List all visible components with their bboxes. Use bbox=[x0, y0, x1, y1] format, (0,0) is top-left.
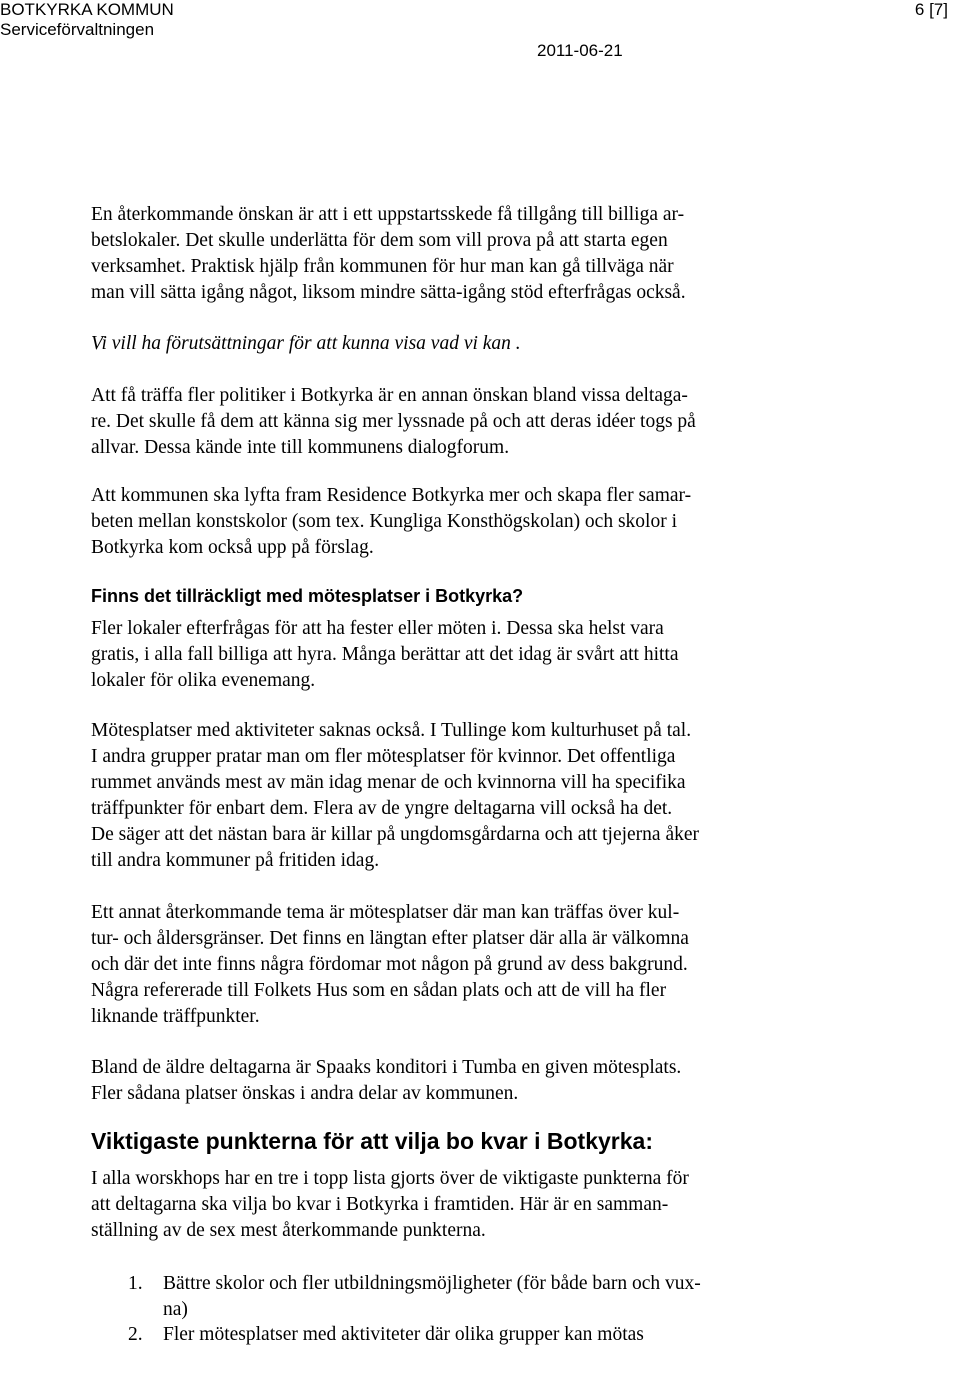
text-line: tur- och åldersgränser. Det finns en längtan efter platser där alla är välkomna bbox=[91, 928, 689, 949]
text-line: na) bbox=[163, 1299, 188, 1320]
text-line: lokaler för olika evenemang. bbox=[91, 670, 316, 691]
text-line: Bland de äldre deltagarna är Spaaks konditori i Tumba en given mötesplats. bbox=[91, 1057, 682, 1078]
list-item-text bbox=[163, 1271, 701, 1323]
text-line: träffpunkter för enbart dem. Flera av de yngre deltagarna vill också ha det. bbox=[91, 798, 673, 819]
text-line: ställning av de sex mest återkommande punkterna. bbox=[91, 1220, 486, 1241]
paragraph-6 bbox=[91, 900, 851, 1030]
text-line: Några refererade till Folkets Hus som en sådan plats och att de vill ha fler bbox=[91, 980, 667, 1001]
list-item bbox=[0, 1271, 960, 1323]
organization-name: BOTKYRKA KOMMUN bbox=[0, 0, 174, 19]
document-date: 2011-06-21 bbox=[537, 41, 623, 60]
text-line: Fler lokaler efterfrågas för att ha fester eller möten i. Dessa ska helst vara bbox=[91, 618, 664, 639]
text-line: Att få träffa fler politiker i Botkyrka är en annan önskan bland vissa deltaga- bbox=[91, 385, 688, 406]
paragraph-7 bbox=[91, 1055, 851, 1107]
text-line: re. Det skulle få dem att känna sig mer lyssnade på och att deras idéer togs på bbox=[91, 411, 696, 432]
text-line: Fler sådana platser önskas i andra delar av kommunen. bbox=[91, 1083, 519, 1104]
text-line: Botkyrka kom också upp på förslag. bbox=[91, 537, 374, 558]
list-item-number: 1. bbox=[128, 1273, 143, 1294]
text-line: De säger att det nästan bara är killar på ungdomsgårdarna och att tjejerna åker bbox=[91, 824, 700, 845]
text-line: allvar. Dessa kände inte till kommunens dialogforum. bbox=[91, 437, 510, 458]
text-line: I andra grupper pratar man om fler mötesplatser för kvinnor. Det offentliga bbox=[91, 746, 676, 767]
quote-paragraph bbox=[91, 331, 851, 357]
text-line: liknande träffpunkter. bbox=[91, 1006, 260, 1027]
page-number: 6 [7] bbox=[914, 0, 948, 19]
list-item-text bbox=[163, 1322, 644, 1348]
text-line: rummet används mest av män idag menar de och kvinnorna vill ha specifika bbox=[91, 772, 686, 793]
text-line: man vill sätta igång något, liksom mindre sätta-igång stöd efterfrågas också. bbox=[91, 282, 686, 303]
text-line: Vi vill ha förutsättningar för att kunna visa vad vi kan . bbox=[91, 333, 521, 354]
section-heading-meeting-places: Finns det tillräckligt med mötesplatser i Botkyrka? bbox=[91, 586, 524, 606]
paragraph-4 bbox=[91, 616, 851, 694]
paragraph-2 bbox=[91, 383, 851, 461]
text-line: Fler mötesplatser med aktiviteter där olika grupper kan mötas bbox=[163, 1324, 644, 1345]
paragraph-5 bbox=[91, 718, 851, 874]
list-item-number: 2. bbox=[128, 1324, 143, 1345]
text-line: Mötesplatser med aktiviteter saknas också. I Tullinge kom kulturhuset på tal. bbox=[91, 720, 692, 741]
paragraph-8 bbox=[91, 1166, 851, 1244]
text-line: I alla worskhops har en tre i topp lista gjorts över de viktigaste punkterna för bbox=[91, 1168, 689, 1189]
text-line: gratis, i alla fall billiga att hyra. Många berättar att det idag är svårt att hitta bbox=[91, 644, 679, 665]
text-line: betslokaler. Det skulle underlätta för dem som vill prova på att starta egen bbox=[91, 230, 668, 251]
text-line: Ett annat återkommande tema är mötesplatser där man kan träffas över kul- bbox=[91, 902, 680, 923]
text-line: och där det inte finns några fördomar mot någon på grund av dess bakgrund. bbox=[91, 954, 688, 975]
text-line: att deltagarna ska vilja bo kvar i Botkyrka i framtiden. Här är en samman- bbox=[91, 1194, 669, 1215]
department-name: Serviceförvaltningen bbox=[0, 20, 155, 39]
text-line: verksamhet. Praktisk hjälp från kommunen för hur man kan gå tillväga när bbox=[91, 256, 674, 277]
paragraph-1 bbox=[91, 202, 851, 306]
text-line: Bättre skolor och fler utbildningsmöjligheter (för både barn och vux- bbox=[163, 1273, 701, 1294]
text-line: till andra kommuner på fritiden idag. bbox=[91, 850, 380, 871]
text-line: En återkommande önskan är att i ett uppstartsskede få tillgång till billiga ar- bbox=[91, 204, 685, 225]
text-line: beten mellan konstskolor (som tex. Kungliga Konsthögskolan) och skolor i bbox=[91, 511, 678, 532]
text-line: Att kommunen ska lyfta fram Residence Botkyrka mer och skapa fler samar- bbox=[91, 485, 692, 506]
paragraph-3 bbox=[91, 483, 851, 561]
list-item bbox=[0, 1322, 960, 1374]
section-heading-top-points: Viktigaste punkterna för att vilja bo kvar i Botkyrka: bbox=[91, 1128, 653, 1154]
